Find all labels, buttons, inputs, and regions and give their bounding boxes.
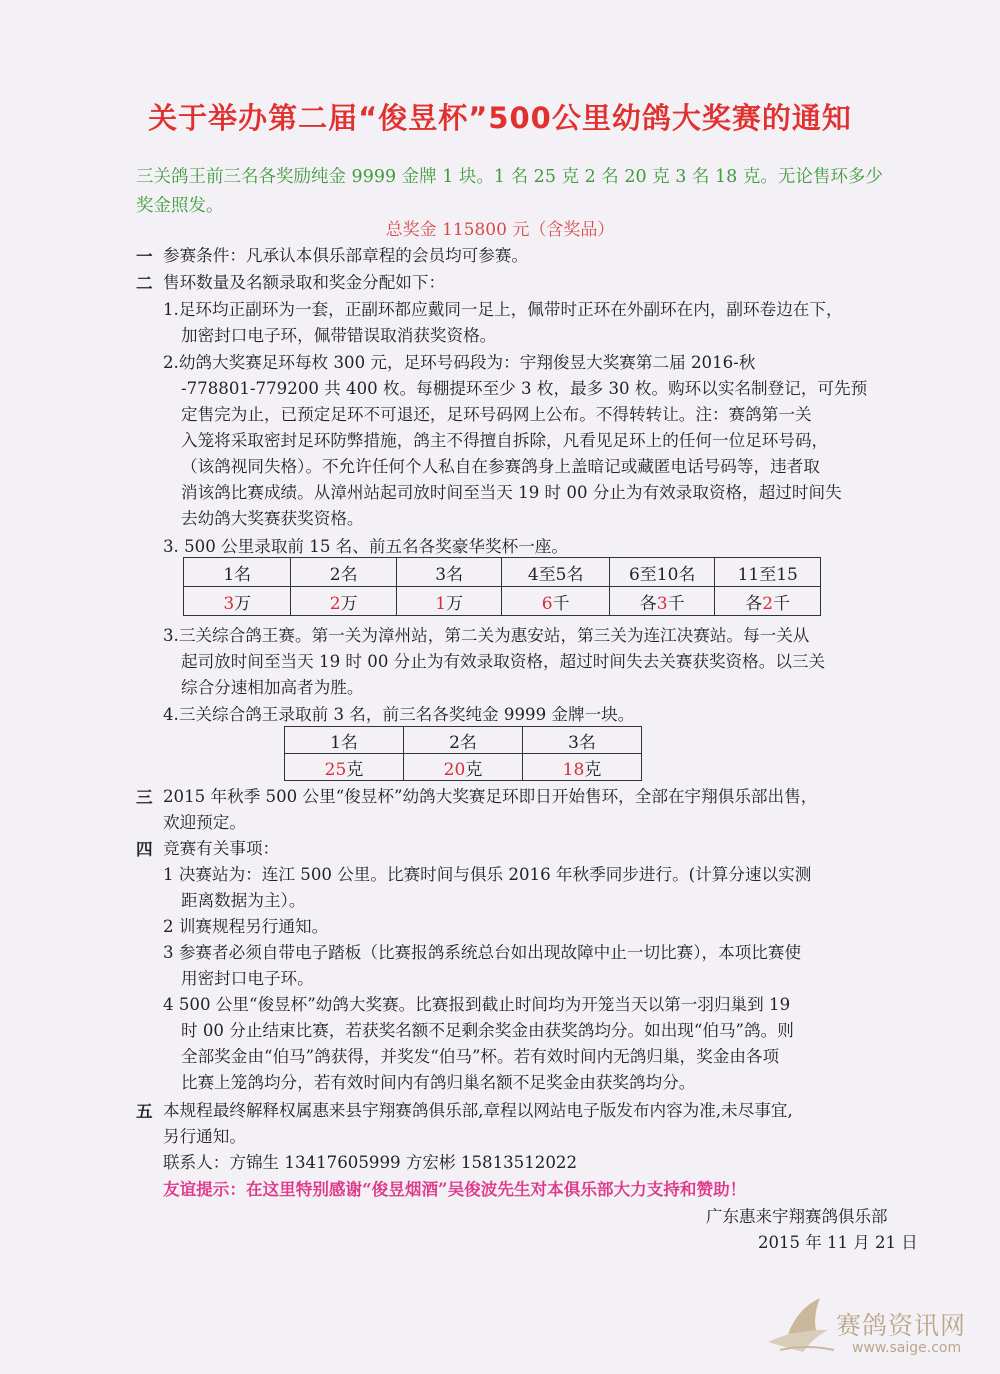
rule-2-3: 3. 500 公里录取前 15 名、前五名各奖豪华奖杯一座。 [163, 537, 568, 556]
rule-2-2-line: 去幼鸽大奖赛获奖资格。 [181, 509, 364, 528]
rule-4-4-line: 时 00 分止结束比赛，若获奖名额不足剩余奖金由获奖鸽均分。如出现“伯马”鸽。则 [181, 1021, 794, 1040]
cell-number: 2 [762, 593, 774, 614]
rule-2-2-line: 入笼将采取密封足环防弊措施，鸽主不得擅自拆除，凡看见足环上的任何一位足环号码， [181, 431, 829, 450]
table-header-cell: 4至5名 [502, 558, 609, 587]
table-header-cell: 3名 [523, 727, 642, 754]
rule-2-1-line: 1.足环均正副环为一套，正副环都应戴同一足上，佩带时正环在外副环在内，副环卷边在下， [163, 300, 843, 319]
table-header-cell: 11至15 [715, 558, 821, 587]
section-5-line: 本规程最终解释权属惠来县宇翔赛鸽俱乐部,章程以网站电子版发布内容为准,未尽事宜, [163, 1101, 793, 1120]
table-header-cell: 2名 [291, 558, 396, 587]
total-prize: 总奖金 115800 元（含奖品） [385, 220, 615, 240]
cell-number: 3 [656, 593, 668, 614]
rule-2-2-line: （该鸽视同失格）。不允许任何个人私自在参赛鸽身上盖暗记或藏匿电话号码等，违者取 [181, 457, 820, 476]
table-row [285, 727, 642, 754]
cell-unit: 万 [234, 593, 252, 614]
friendly-reminder: 友谊提示：在这里特别感谢“俊昱烟酒”吴俊波先生对本俱乐部大力支持和赞助！ [163, 1179, 747, 1199]
table-cell [291, 587, 396, 616]
table-cell [396, 587, 501, 616]
contact-info: 联系人：方锦生 13417605999 方宏彬 15813512022 [163, 1153, 578, 1172]
rule-4-4-line: 比赛上笼鸽均分，若有效时间内有鸽归巢名额不足奖金由获奖鸽均分。 [181, 1073, 696, 1092]
cell-number: 3 [223, 593, 235, 614]
rule-2-2-line: 定售完为止，已预定足环不可退还，足环号码网上公布。不得转转让。注：赛鸽第一关 [181, 405, 812, 424]
rule-2-4-line: 综合分速相加高者为胜。 [181, 678, 364, 697]
cell-unit: 克 [584, 759, 602, 780]
prize-table-champion [284, 726, 642, 781]
rule-2-5: 4.三关综合鸽王录取前 3 名，前三名各奖纯金 9999 金牌一块。 [163, 705, 635, 724]
table-row [285, 754, 642, 781]
table-cell [609, 587, 715, 616]
signature-date: 2015 年 11 月 21 日 [758, 1233, 918, 1252]
table-cell [502, 587, 609, 616]
section-5-line: 另行通知。 [163, 1127, 246, 1146]
section-2-text: 售环数量及名额录取和奖金分配如下： [163, 273, 446, 292]
cell-unit: 万 [340, 593, 358, 614]
section-1-text: 参赛条件：凡承认本俱乐部章程的会员均可参赛。 [163, 246, 529, 265]
watermark-url: www.saige.com [852, 1340, 962, 1356]
section-3-line: 欢迎预定。 [163, 813, 246, 832]
cell-unit: 千 [773, 593, 791, 614]
rule-2-2-line: -778801-779200 共 400 枚。每棚提环至少 3 枚，最多 30 枚。购环以实名制登记，可先预 [181, 379, 868, 398]
cell-unit: 克 [346, 759, 364, 780]
table-cell [285, 754, 404, 781]
cell-prefix: 各 [639, 593, 657, 614]
table-header-cell: 2名 [404, 727, 523, 754]
cell-unit: 千 [667, 593, 685, 614]
cell-unit: 万 [446, 593, 464, 614]
rule-4-1-line: 1 决赛站为：连江 500 公里。比赛时间与俱乐 2016 年秋季同步进行。(计算分速以实测 [163, 865, 812, 884]
rule-2-4-line: 3.三关综合鸽王赛。第一关为漳州站，第二关为惠安站，第三关为连江决赛站。每一关从 [163, 626, 810, 645]
cell-number: 18 [562, 759, 585, 780]
table-header-cell: 6至10名 [609, 558, 715, 587]
rule-4-2: 2 训赛规程另行通知。 [163, 917, 329, 936]
cell-number: 25 [324, 759, 347, 780]
signature-org: 广东惠来宇翔赛鸽俱乐部 [706, 1207, 888, 1226]
cell-unit: 千 [552, 593, 570, 614]
table-cell [184, 587, 291, 616]
table-header-cell: 3名 [396, 558, 501, 587]
rule-4-3-line: 3 参赛者必须自带电子踏板（比赛报鸽系统总台如出现故障中止一切比赛），本项比赛使 [163, 943, 802, 962]
rule-2-1-line: 加密封口电子环，佩带错误取消获奖资格。 [181, 326, 497, 345]
cell-prefix: 各 [745, 593, 763, 614]
section-3-line: 2015 年秋季 500 公里“俊昱杯”幼鸽大奖赛足环即日开始售环，全部在宇翔俱乐部出售， [163, 787, 818, 806]
table-cell [404, 754, 523, 781]
rule-4-3-line: 用密封口电子环。 [181, 969, 314, 988]
rule-2-2-line: 2.幼鸽大奖赛足环每枚 300 元，足环号码段为：宇翔俊昱大奖赛第二届 2016-秋 [163, 353, 756, 372]
table-row [184, 587, 821, 616]
cell-number: 20 [443, 759, 466, 780]
section-5-number: 五 [136, 1101, 153, 1121]
rule-4-1-line: 距离数据为主）。 [181, 891, 306, 910]
table-row [184, 558, 821, 587]
section-3-number: 三 [136, 787, 153, 807]
cell-unit: 克 [465, 759, 483, 780]
rule-4-4-line: 全部奖金由“伯马”鸽获得，并奖发“伯马”杯。若有效时间内无鸽归巢，奖金由各项 [181, 1047, 780, 1066]
section-1-number: 一 [136, 246, 153, 266]
intro-line-1: 三关鸽王前三名各奖励纯金 9999 金牌 1 块。1 名 25 克 2 名 20 克 3 名 18 克。无论售环多少 [136, 167, 883, 187]
table-header-cell: 1名 [184, 558, 291, 587]
intro-line-2: 奖金照发。 [136, 196, 224, 216]
page-title: 关于举办第二届“俊昱杯”500公里幼鸽大奖赛的通知 [148, 101, 852, 135]
table-cell [715, 587, 821, 616]
section-4-number: 四 [136, 839, 153, 859]
cell-number: 1 [435, 593, 447, 614]
table-cell [523, 754, 642, 781]
rule-2-4-line: 起司放时间至当天 19 时 00 分止为有效录取资格，超过时间失去关赛获奖资格。以三关 [181, 652, 826, 671]
prize-table-500km [183, 557, 821, 616]
watermark-name: 赛鸽资讯网 [836, 1311, 967, 1340]
rule-4-4-line: 4 500 公里“俊昱杯”幼鸽大奖赛。比赛报到截止时间均为开笼当天以第一羽归巢到 19 [163, 995, 791, 1014]
section-4-text: 竞赛有关事项： [163, 839, 280, 858]
table-header-cell: 1名 [285, 727, 404, 754]
cell-number: 2 [329, 593, 341, 614]
section-2-number: 二 [136, 273, 153, 293]
cell-number: 6 [541, 593, 553, 614]
rule-2-2-line: 消该鸽比赛成绩。从漳州站起司放时间至当天 19 时 00 分止为有效录取资格，超过时间失 [181, 483, 842, 502]
